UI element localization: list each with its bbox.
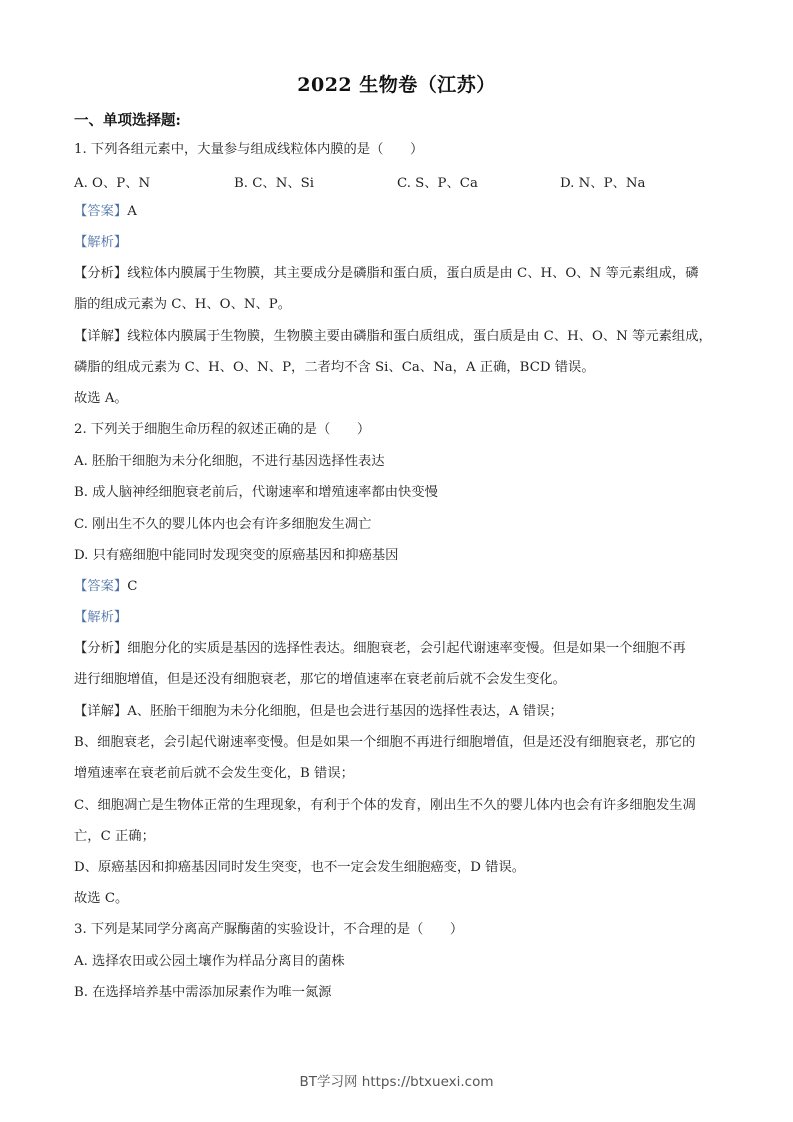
question-1-fenxi-cont: 脂的组成元素为 C、H、O、N、P。 xyxy=(74,297,292,312)
question-2-option-c: C. 刚出生不久的婴儿体内也会有许多细胞发生凋亡 xyxy=(74,517,372,532)
xiangjie-text: A、胚胎干细胞为未分化细胞，但是也会进行基因的选择性表达，A 错误； xyxy=(127,704,563,719)
question-3-option-a: A. 选择农田或公园土壤作为样品分离目的菌株 xyxy=(74,954,345,969)
question-2-xiangjie-c-cont: 亡，C 正确； xyxy=(74,829,155,844)
question-2-xiangjie-d: D、原癌基因和抑癌基因同时发生突变，也不一定会发生细胞癌变，D 错误。 xyxy=(74,860,526,875)
question-2-fenxi xyxy=(74,640,686,658)
question-2-option-d: D. 只有癌细胞中能同时发现突变的原癌基因和抑癌基因 xyxy=(74,548,399,563)
analysis-label: 【解析】 xyxy=(74,610,128,625)
page-title: 2022 生物卷（江苏） xyxy=(297,74,496,96)
answer-label: 【答案】 xyxy=(74,204,128,219)
question-3-stem: 3. 下列是某同学分离高产脲酶菌的实验设计，不合理的是（ ） xyxy=(74,922,464,937)
question-2-conclusion: 故选 C。 xyxy=(74,891,129,906)
fenxi-text: 细胞分化的实质是基因的选择性表达。细胞衰老，会引起代谢速率变慢。但是如果一个细胞不再 xyxy=(127,641,686,656)
analysis-label: 【解析】 xyxy=(74,235,128,250)
question-1-option-a: A. O、P、N xyxy=(74,176,151,191)
xiangjie-label: 【详解】 xyxy=(74,329,128,344)
footer-watermark: BT学习网 https://btxuexi.com xyxy=(299,1074,494,1090)
question-2-xiangjie xyxy=(74,703,563,721)
question-1-option-b: B. C、N、Si xyxy=(234,176,314,191)
fenxi-label: 【分析】 xyxy=(74,266,128,281)
answer-value: A xyxy=(127,204,137,219)
question-1-xiangjie xyxy=(74,328,712,346)
fenxi-text: 线粒体内膜属于生物膜，其主要成分是磷脂和蛋白质，蛋白质是由 C、H、O、N 等元素组成，磷 xyxy=(127,266,699,281)
question-2-fenxi-cont: 进行细胞增值，但是还没有细胞衰老，那它的增值速率在衰老前后就不会发生变化。 xyxy=(74,672,566,687)
question-1-option-d: D. N、P、Na xyxy=(560,176,646,191)
question-2-xiangjie-b-cont: 增殖速率在衰老前后就不会发生变化，B 错误； xyxy=(74,766,354,781)
section-heading: 一、单项选择题: xyxy=(74,112,181,129)
question-1-option-c: C. S、P、Ca xyxy=(397,176,478,191)
question-1-answer xyxy=(74,203,137,221)
question-1-conclusion: 故选 A。 xyxy=(74,391,128,406)
answer-value: C xyxy=(127,579,138,594)
question-2-xiangjie-c: C、细胞凋亡是生物体正常的生理现象，有利于个体的发育，刚出生不久的婴儿体内也会有许多细胞发生凋 xyxy=(74,798,696,813)
question-2-xiangjie-b: B、细胞衰老，会引起代谢速率变慢。但是如果一个细胞不再进行细胞增值，但是还没有细胞衰老，那它的 xyxy=(74,735,696,750)
xiangjie-text: 线粒体内膜属于生物膜，生物膜主要由磷脂和蛋白质组成，蛋白质是由 C、H、O、N 等元素组成， xyxy=(127,329,712,344)
xiangjie-label: 【详解】 xyxy=(74,704,128,719)
question-2-answer xyxy=(74,578,137,596)
question-1-fenxi xyxy=(74,265,699,283)
answer-label: 【答案】 xyxy=(74,579,128,594)
question-1-stem: 1. 下列各组元素中，大量参与组成线粒体内膜的是（ ） xyxy=(74,142,424,157)
question-2-stem: 2. 下列关于细胞生命历程的叙述正确的是（ ） xyxy=(74,422,371,437)
fenxi-label: 【分析】 xyxy=(74,641,128,656)
question-1-xiangjie-cont: 磷脂的组成元素为 C、H、O、N、P，二者均不含 Si、Ca、Na，A 正确，BCD 错误。 xyxy=(74,360,595,375)
question-2-option-b: B. 成人脑神经细胞衰老前后，代谢速率和增殖速率都由快变慢 xyxy=(74,485,438,500)
question-3-option-b: B. 在选择培养基中需添加尿素作为唯一氮源 xyxy=(74,985,332,1000)
question-2-option-a: A. 胚胎干细胞为未分化细胞，不进行基因选择性表达 xyxy=(74,454,385,469)
